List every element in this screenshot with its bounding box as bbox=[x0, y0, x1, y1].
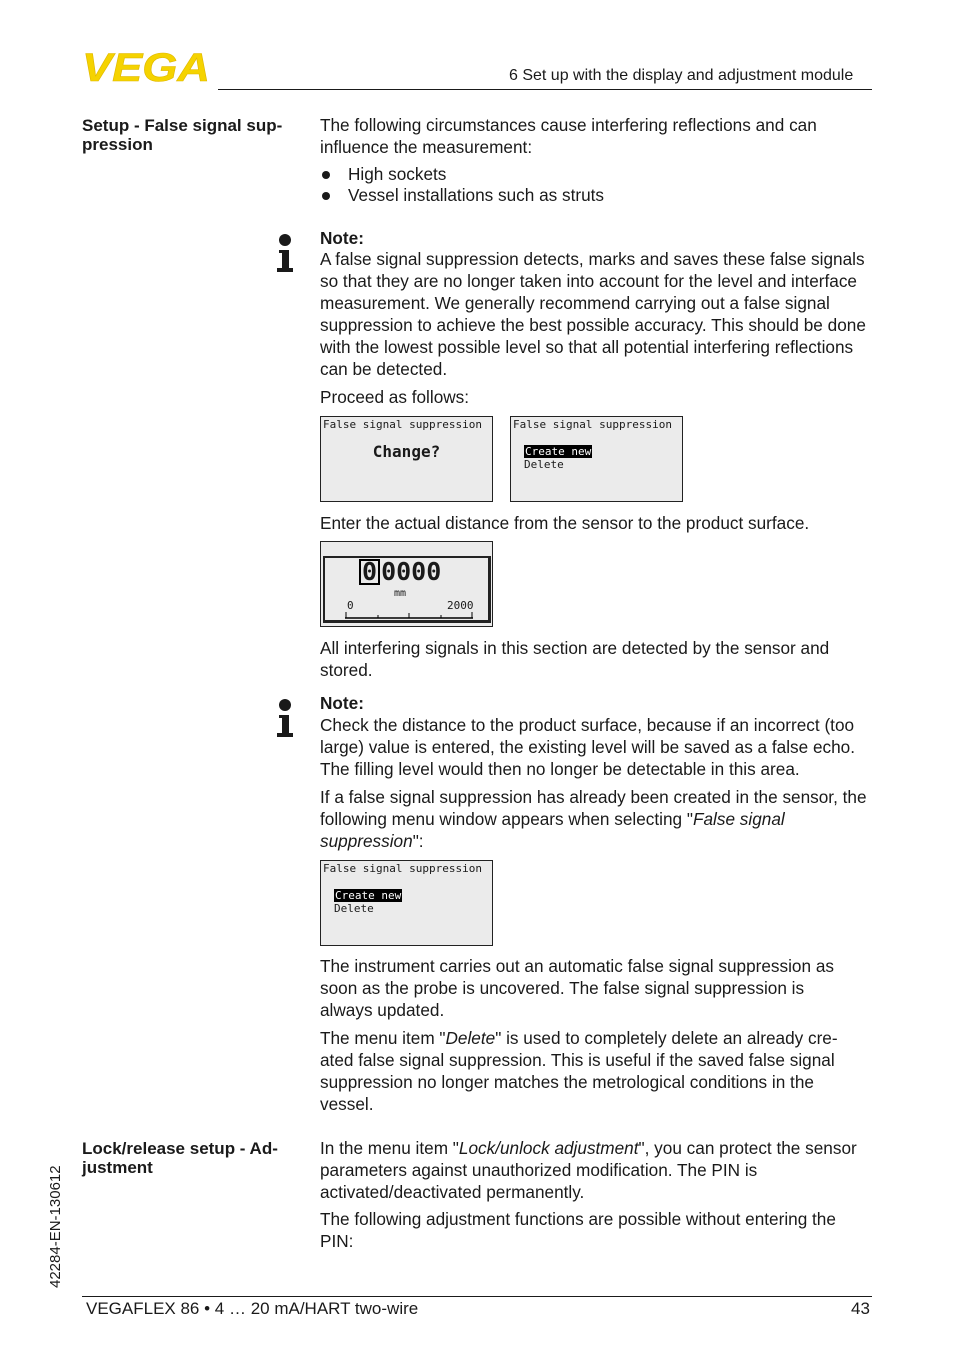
unit-label: mm bbox=[394, 588, 407, 599]
bullet-list bbox=[320, 164, 876, 206]
scale-bar bbox=[345, 610, 475, 620]
section-heading-lock: Lock/release setup - Ad- justment bbox=[82, 1139, 278, 1177]
pin-paragraph: The following adjustment functions are possible without entering the PIN: bbox=[320, 1209, 836, 1251]
logo-wordmark: VEGA bbox=[82, 50, 210, 84]
note-title: Note: bbox=[320, 693, 364, 713]
display-screen-menu-2 bbox=[320, 860, 493, 946]
value-rest: 0000 bbox=[381, 557, 442, 586]
note-body: A false signal suppression detects, marks and saves these false signals so that they are no longer taken into account for the level and interface measurement. We generally recommend carrying out a false signal suppression to achieve the best possible accuracy. This should be done with the lowest possible level so that all potential interfering reflections can be detected. bbox=[320, 249, 866, 379]
cursor-digit: 0 bbox=[359, 559, 380, 585]
footer-product: VEGAFLEX 86 • 4 … 20 mA/HART two-wire bbox=[86, 1299, 419, 1318]
screen-title: False signal suppression bbox=[323, 418, 482, 431]
menu-option-create-new: Create new bbox=[525, 445, 592, 458]
page-number: 43 bbox=[851, 1299, 870, 1318]
proceed-text: Proceed as follows: bbox=[320, 387, 470, 407]
note-body: Check the distance to the product surface, because if an incorrect (too large) value is entered, the existing level will be saved as a false echo. The filling level would then no longer be detectable in this area. bbox=[320, 715, 856, 779]
list-item: Vessel installations such as struts bbox=[320, 185, 876, 206]
stored-text: All interfering signals in this section are detected by the sensor and stored. bbox=[320, 638, 830, 680]
section-heading-false-signal: Setup - False signal sup- pression bbox=[82, 116, 283, 154]
already-created-text: If a false signal suppression has already been created in the sensor, the following menu window appears when selecting "False signal suppression": bbox=[320, 787, 867, 851]
display-screen-value bbox=[320, 541, 493, 627]
enter-distance-text: Enter the actual distance from the sensor to the product surface. bbox=[320, 513, 810, 533]
footer-rule bbox=[82, 1296, 872, 1297]
bullet-icon bbox=[322, 171, 330, 179]
bullet-icon bbox=[322, 192, 330, 200]
info-icon bbox=[276, 699, 294, 739]
screen-prompt: Change? bbox=[372, 442, 441, 461]
document-id: 42284-EN-130612 bbox=[47, 1165, 64, 1288]
running-header: 6 Set up with the display and adjustment module bbox=[509, 67, 854, 84]
display-screen-menu bbox=[510, 416, 683, 502]
automatic-text: The instrument carries out an automatic false signal suppression as soon as the probe is uncovered. The false signal suppression is always updated. bbox=[320, 956, 834, 1020]
list-item: High sockets bbox=[320, 164, 876, 185]
display-screen-change bbox=[320, 416, 493, 502]
intro-paragraph: The following circumstances cause interfering reflections and can influence the measurement: bbox=[320, 115, 817, 157]
info-icon bbox=[276, 234, 294, 274]
scale-max: 2000 bbox=[447, 599, 474, 612]
lock-paragraph: In the menu item "Lock/unlock adjustment", you can protect the sensor parameters against unauthorized modification. The PIN is activated/deactivated permanently. bbox=[320, 1138, 857, 1202]
screen-title: False signal suppression bbox=[323, 862, 482, 875]
menu-option-create-new: Create new bbox=[335, 889, 402, 902]
note-title: Note: bbox=[320, 228, 364, 248]
screen-title: False signal suppression bbox=[513, 418, 672, 431]
menu-option-delete: Delete bbox=[524, 458, 564, 471]
value-digits bbox=[359, 557, 441, 586]
delete-text: The menu item "Delete" is used to completely delete an already cre- ated false signal suppression. This is useful if the saved false signal suppression no longer matches the metrological conditions in the vessel. bbox=[320, 1028, 838, 1114]
menu-option-delete: Delete bbox=[334, 902, 374, 915]
scale-min: 0 bbox=[347, 599, 354, 612]
vega-logo bbox=[82, 50, 212, 84]
header-rule bbox=[218, 89, 872, 90]
